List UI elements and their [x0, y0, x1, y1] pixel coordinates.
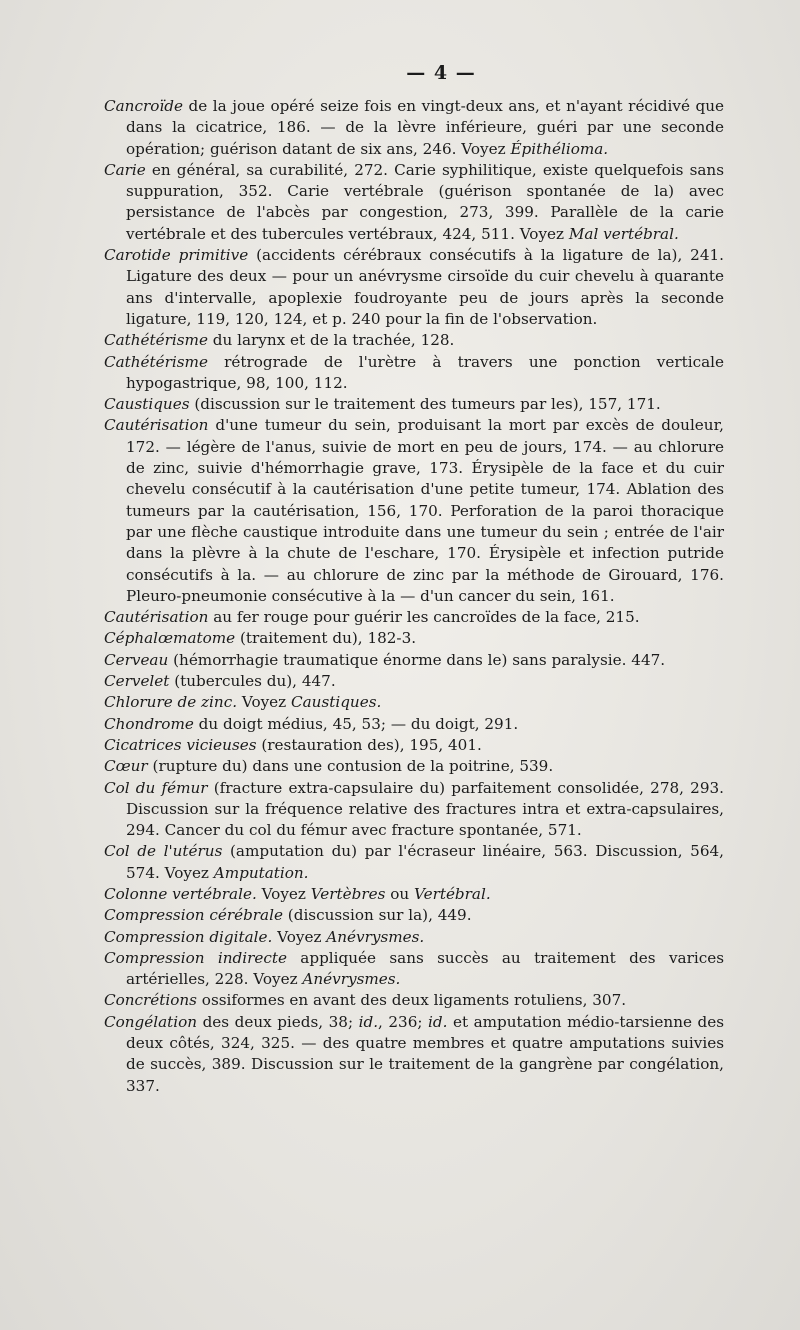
entry-text: , 236; [378, 1012, 429, 1031]
entry-text: en général, sa curabilité, 272. Carie syphilitique, existe quelquefois sans suppuration, 352. Carie vertébrale (guérison spontanée de la) avec persistance de l'abcès par congestion, 273, 399. Parallèle de la carie vertébrale et des tubercules vertébraux, 424, 511. Voyez [126, 160, 724, 243]
entry-text: Voyez [256, 884, 311, 903]
entry-text: d'une tumeur du sein, produisant la mort par excès de douleur, 172. — légère de l'anus, suivie de mort en peu de jours, 174. — au chlorure de zinc, suivie d'hémorrhagie grave, 173. Érysipèle de la face et du cuir chevelu consécutif à la cautérisation d'une petite tumeur, 174. Ablation des tumeurs par la cautérisation, 156, 170. Perforation de la paroi thoracique par une flèche caustique introduite dans une tumeur du sein ; entrée de l'air dans la plèvre à la chute de l'eschare, 170. Érysipèle et infection putride consécutifs à la. — au chlorure de zinc par la méthode de Girouard, 176. Pleuro-pneumonie consécutive à la — d'un cancer du sein, 161. [126, 416, 724, 605]
index-entry [104, 96, 724, 160]
index-entry [104, 352, 724, 395]
entry-heading: Cerveau [104, 650, 169, 669]
entry-cross-reference: Vertébral. [414, 884, 491, 903]
entry-cross-reference: id. [428, 1012, 448, 1031]
entry-heading: Cicatrices vicieuses [104, 735, 257, 754]
entry-text: (traitement du), 182-3. [235, 629, 417, 648]
entry-heading: Cathétérisme [104, 352, 208, 371]
entry-heading: Compression cérébrale [104, 906, 283, 925]
index-entry [104, 884, 724, 905]
entry-text: de la joue opéré seize fois en vingt-deux ans, et n'ayant récidivé que dans la cicatrice, 186. — de la lèvre inférieure, guéri par une seconde opération; guérison datant de six ans, 246. Voyez [126, 97, 724, 158]
entry-text: (rupture du) dans une contusion de la poitrine, 539. [147, 757, 554, 776]
entry-heading: Concrétions [104, 991, 197, 1010]
index-entry [104, 415, 724, 607]
entry-text: rétrograde de l'urètre à travers une ponction verticale hypogastrique, 98, 100, 112. [126, 352, 724, 392]
entry-text: et amputation médio-tarsienne des deux côtés, 324, 325. — des quatre membres et quatre amputations suivies de succès, 389. Discussion sur le traitement de la gangrène par congélation, 337. [126, 1012, 724, 1095]
entry-cross-reference: Anévrysmes. [302, 970, 401, 989]
index-entry [104, 841, 724, 884]
index-entry [104, 245, 724, 330]
page-number: — 4 — [406, 62, 476, 84]
entry-text: (fracture extra-capsulaire du) parfaitement consolidée, 278, 293. Discussion sur la fréquence relative des fractures intra et extra-capsulaires, 294. Cancer du col du fémur avec fracture spontanée, 571. [126, 778, 724, 840]
index-entry [104, 927, 724, 948]
entry-text: ossiformes en avant des deux ligaments rotuliens, 307. [196, 991, 627, 1010]
entry-text: au fer rouge pour guérir les cancroïdes de la face, 215. [208, 608, 640, 627]
index-entry [104, 714, 724, 735]
entry-text: Voyez [237, 693, 291, 712]
entry-heading: Congélation [104, 1012, 198, 1031]
entry-text: ou [385, 884, 415, 903]
index-entry [104, 160, 724, 245]
entry-text: appliquée sans succès au traitement des varices artérielles, 228. Voyez [126, 948, 724, 989]
entry-text: des deux pieds, 38; [197, 1012, 359, 1031]
index-entry [104, 905, 724, 926]
index-entry [104, 756, 724, 777]
index-entry [104, 607, 724, 628]
entry-cross-reference: Mal vertébral. [568, 224, 679, 243]
index-entry [104, 990, 724, 1011]
entry-heading: Compression indirecte [104, 948, 287, 967]
index-entry [104, 628, 724, 649]
entry-text: Voyez [272, 927, 327, 946]
entry-text: (amputation du) par l'écraseur linéaire, 563. Discussion, 564, 574. Voyez [126, 842, 724, 882]
entry-text: (accidents cérébraux consécutifs à la ligature de la), 241. Ligature des deux — pour un anévrysme cirsoïde du cuir chevelu à quarante ans d'intervalle, apoplexie foudroyante peu de jours après la seconde ligature, 119, 120, 124, et p. 240 pour la fin de l'observation. [126, 246, 724, 328]
entry-heading: Compression digitale. [104, 927, 273, 946]
entry-text: (hémorrhagie traumatique énorme dans le) sans paralysie. 447. [168, 650, 666, 669]
entry-text: (restauration des), 195, 401. [256, 735, 482, 754]
entry-cross-reference: Amputation. [213, 863, 309, 882]
index-entry [104, 735, 724, 756]
entry-cross-reference: id. [358, 1012, 379, 1031]
entry-heading: Cervelet [104, 672, 170, 691]
entry-heading: Cancroïde [104, 97, 183, 115]
index-entry [104, 778, 724, 842]
entry-heading: Chlorure de zinc. [104, 693, 238, 712]
index-entry [104, 330, 724, 351]
entry-cross-reference: Caustiques. [291, 693, 382, 712]
entry-cross-reference: Vertèbres [310, 884, 386, 903]
entry-text: (discussion sur la), 449. [282, 906, 472, 925]
entry-heading: Cœur [104, 757, 148, 776]
entry-heading: Cathétérisme [104, 331, 208, 350]
entry-heading: Col de l'utérus [104, 842, 223, 861]
entry-heading: Carie [104, 160, 146, 179]
entry-heading: Caustiques [104, 395, 190, 414]
entry-text: (discussion sur le traitement des tumeurs par les), 157, 171. [189, 395, 661, 414]
index-entry [104, 692, 724, 713]
index-entry [104, 1012, 724, 1097]
entry-text: (tubercules du), 447. [169, 672, 336, 691]
entry-text: du doigt médius, 45, 53; — du doigt, 291. [193, 714, 519, 733]
entry-text: du larynx et de la trachée, 128. [207, 331, 455, 350]
index-page [104, 62, 724, 1097]
entry-heading: Carotide primitive [104, 246, 249, 265]
index-entry [104, 948, 724, 991]
entry-heading: Cautérisation [104, 608, 209, 627]
entry-heading: Colonne vertébrale. [104, 884, 257, 903]
index-entries [104, 96, 724, 1097]
index-entry [104, 394, 724, 415]
entry-heading: Céphalœmatome [104, 629, 236, 648]
entry-heading: Cautérisation [104, 416, 209, 435]
entry-heading: Col du fémur [104, 778, 208, 797]
entry-cross-reference: Anévrysmes. [326, 927, 425, 946]
index-entry [104, 671, 724, 692]
entry-cross-reference: Épithélioma. [510, 139, 609, 158]
entry-heading: Chondrome [104, 714, 194, 733]
index-entry [104, 650, 724, 671]
